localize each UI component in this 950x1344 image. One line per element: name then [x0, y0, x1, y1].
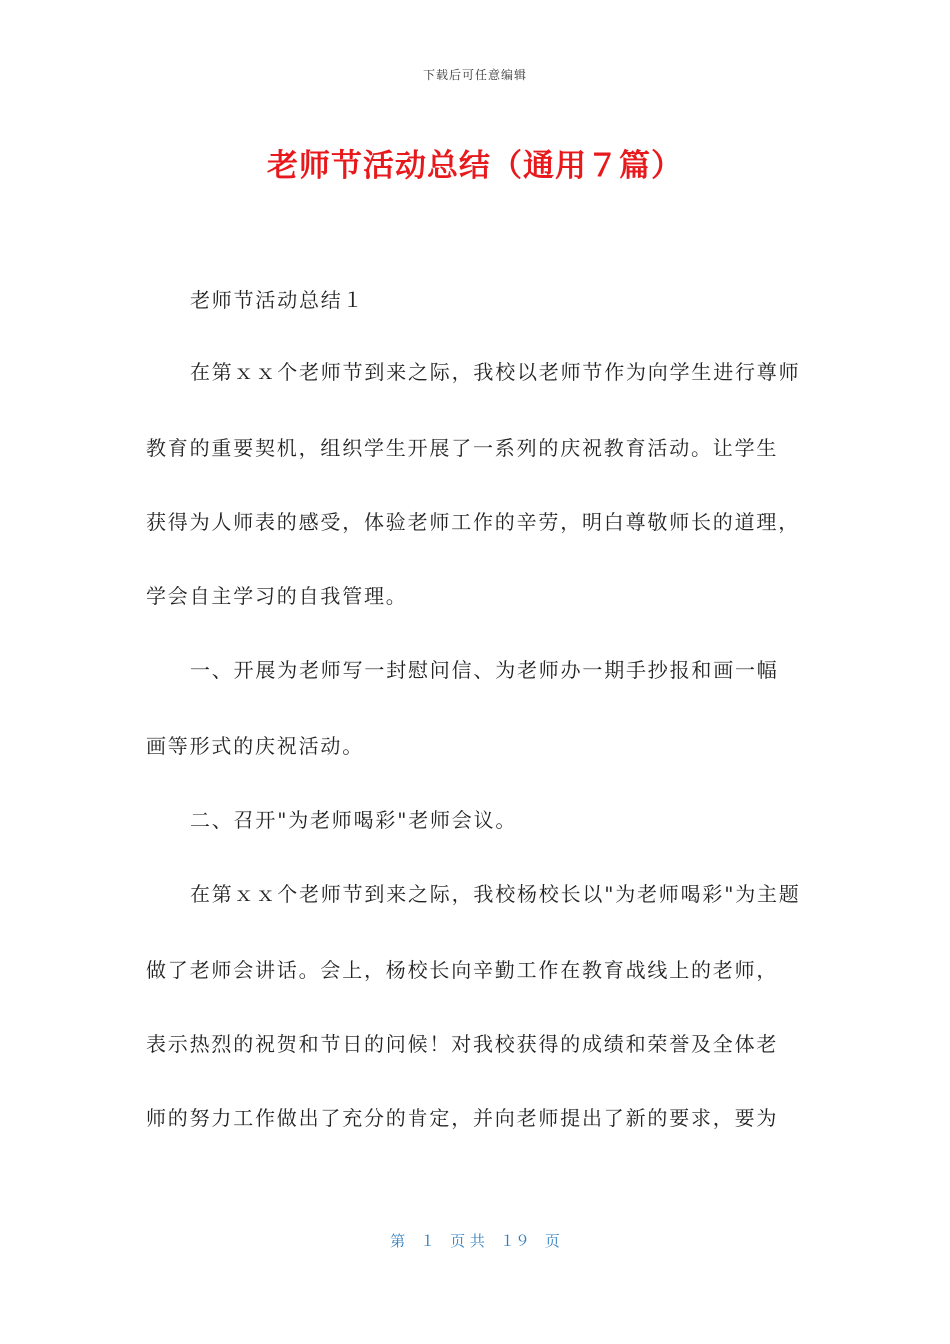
section-heading: 老师节活动总结１	[190, 288, 365, 312]
paragraph-line: 做了老师会讲话。会上，杨校长向辛勤工作在教育战线上的老师，	[146, 958, 779, 982]
paragraph-line: 在第ｘｘ个老师节到来之际，我校以老师节作为向学生进行尊师	[190, 360, 801, 384]
document-title: 老师节活动总结（通用７篇）	[267, 148, 683, 184]
header-note: 下载后可任意编辑	[422, 68, 527, 82]
paragraph-line: 表示热烈的祝贺和节日的问候！对我校获得的成绩和荣誉及全体老	[146, 1032, 779, 1056]
paragraph-line: 学会自主学习的自我管理。	[146, 584, 408, 608]
paragraph-line: 在第ｘｘ个老师节到来之际，我校杨校长以"为老师喝彩"为主题	[190, 882, 801, 906]
page-footer: 第 １ 页 共 １９ 页	[390, 1232, 560, 1250]
paragraph-line: 师的努力工作做出了充分的肯定，并向老师提出了新的要求，要为	[146, 1106, 779, 1130]
paragraph-line: 教育的重要契机，组织学生开展了一系列的庆祝教育活动。让学生	[146, 436, 779, 460]
paragraph-line: 一、开展为老师写一封慰问信、为老师办一期手抄报和画一幅	[190, 658, 779, 682]
paragraph-line: 二、召开"为老师喝彩"老师会议。	[190, 808, 518, 832]
paragraph-line: 画等形式的庆祝活动。	[146, 734, 364, 758]
paragraph-line: 获得为人师表的感受，体验老师工作的辛劳，明白尊敬师长的道理，	[146, 510, 800, 534]
